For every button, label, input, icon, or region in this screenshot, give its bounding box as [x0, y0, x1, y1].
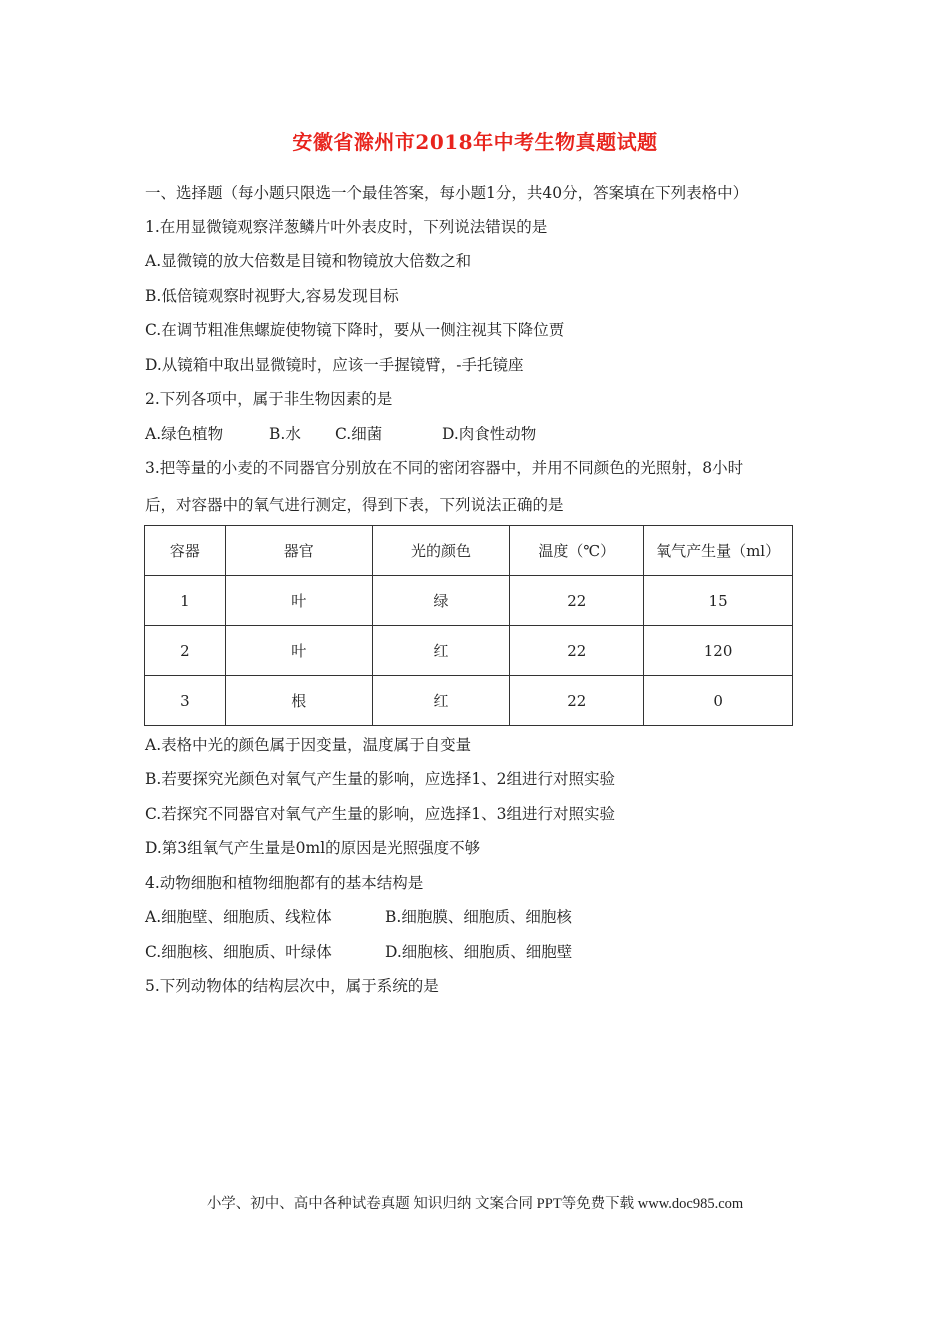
table-header-cell: 氧气产生量（ml）	[644, 526, 793, 576]
table-cell: 0	[644, 676, 793, 726]
table-header-cell: 温度（℃）	[510, 526, 644, 576]
table-cell: 15	[644, 576, 793, 626]
question-2-options	[145, 424, 536, 444]
table-cell: 22	[510, 576, 644, 626]
question-4-option-d: D.细胞核、细胞质、细胞壁	[385, 943, 573, 961]
question-3-option-d: D.第3组氧气产生量是0ml的原因是光照强度不够	[145, 839, 481, 857]
question-5-stem: 5.下列动物体的结构层次中，属于系统的是	[145, 977, 439, 995]
question-3-option-a: A.表格中光的颜色属于因变量，温度属于自变量	[145, 736, 472, 754]
table-cell: 1	[145, 576, 226, 626]
question-4-option-b: B.细胞膜、细胞质、细胞核	[385, 908, 572, 926]
table-cell: 22	[510, 626, 644, 676]
question-3-stem-line-2: 后，对容器中的氧气进行测定，得到下表，下列说法正确的是	[145, 496, 564, 514]
experiment-table	[144, 525, 793, 726]
table-row	[145, 626, 793, 676]
question-2-option-d: D.肉食性动物	[442, 425, 537, 443]
table-cell: 3	[145, 676, 226, 726]
question-1-option-a: A.显微镜的放大倍数是目镜和物镜放大倍数之和	[145, 252, 472, 270]
question-3-stem-line-1: 3.把等量的小麦的不同器官分别放在不同的密闭容器中，并用不同颜色的光照射，8小时	[145, 459, 744, 477]
table-cell: 红	[372, 676, 510, 726]
table-header-cell: 器官	[225, 526, 372, 576]
question-1-option-b: B.低倍镜观察时视野大,容易发现目标	[145, 287, 399, 305]
table-cell: 根	[225, 676, 372, 726]
table-row	[145, 676, 793, 726]
question-4-options-row-2	[145, 942, 572, 962]
table-cell: 2	[145, 626, 226, 676]
table-header-cell: 容器	[145, 526, 226, 576]
question-4-option-c: C.细胞核、细胞质、叶绿体	[145, 943, 332, 961]
table-header-cell: 光的颜色	[372, 526, 510, 576]
question-1-option-d: D.从镜箱中取出显微镜时，应该一手握镜臂，-手托镜座	[145, 356, 524, 374]
table-cell: 22	[510, 676, 644, 726]
question-4-options-row-1	[145, 907, 572, 927]
question-2-option-c: C.细菌	[335, 425, 383, 443]
table-cell: 红	[372, 626, 510, 676]
table-cell: 120	[644, 626, 793, 676]
question-2-option-a: A.绿色植物	[145, 425, 224, 443]
question-1-stem: 1.在用显微镜观察洋葱鳞片叶外表皮时，下列说法错误的是	[145, 218, 548, 236]
section-header: 一、选择题（每小题只限选一个最佳答案，每小题1分，共40分，答案填在下列表格中）	[145, 184, 749, 202]
question-4-option-a: A.细胞壁、细胞质、线粒体	[145, 908, 332, 926]
page-footer: 小学、初中、高中各种试卷真题 知识归纳 文案合同 PPT等免费下载 www.doc985.com	[206, 1196, 744, 1212]
table-header-row	[145, 526, 793, 576]
table-row	[145, 576, 793, 626]
question-2-option-b: B.水	[269, 425, 301, 443]
question-3-option-b: B.若要探究光颜色对氧气产生量的影响，应选择1、2组进行对照实验	[145, 770, 616, 788]
question-2-stem: 2.下列各项中，属于非生物因素的是	[145, 390, 393, 408]
table-cell: 绿	[372, 576, 510, 626]
table-cell: 叶	[225, 576, 372, 626]
table-cell: 叶	[225, 626, 372, 676]
question-4-stem: 4.动物细胞和植物细胞都有的基本结构是	[145, 874, 424, 892]
question-1-option-c: C.在调节粗准焦螺旋使物镜下降时，要从一侧注视其下降位贾	[145, 321, 565, 339]
page-title: 安徽省滁州市2018年中考生物真题试题	[292, 130, 658, 154]
question-3-option-c: C.若探究不同器官对氧气产生量的影响，应选择1、3组进行对照实验	[145, 805, 615, 823]
